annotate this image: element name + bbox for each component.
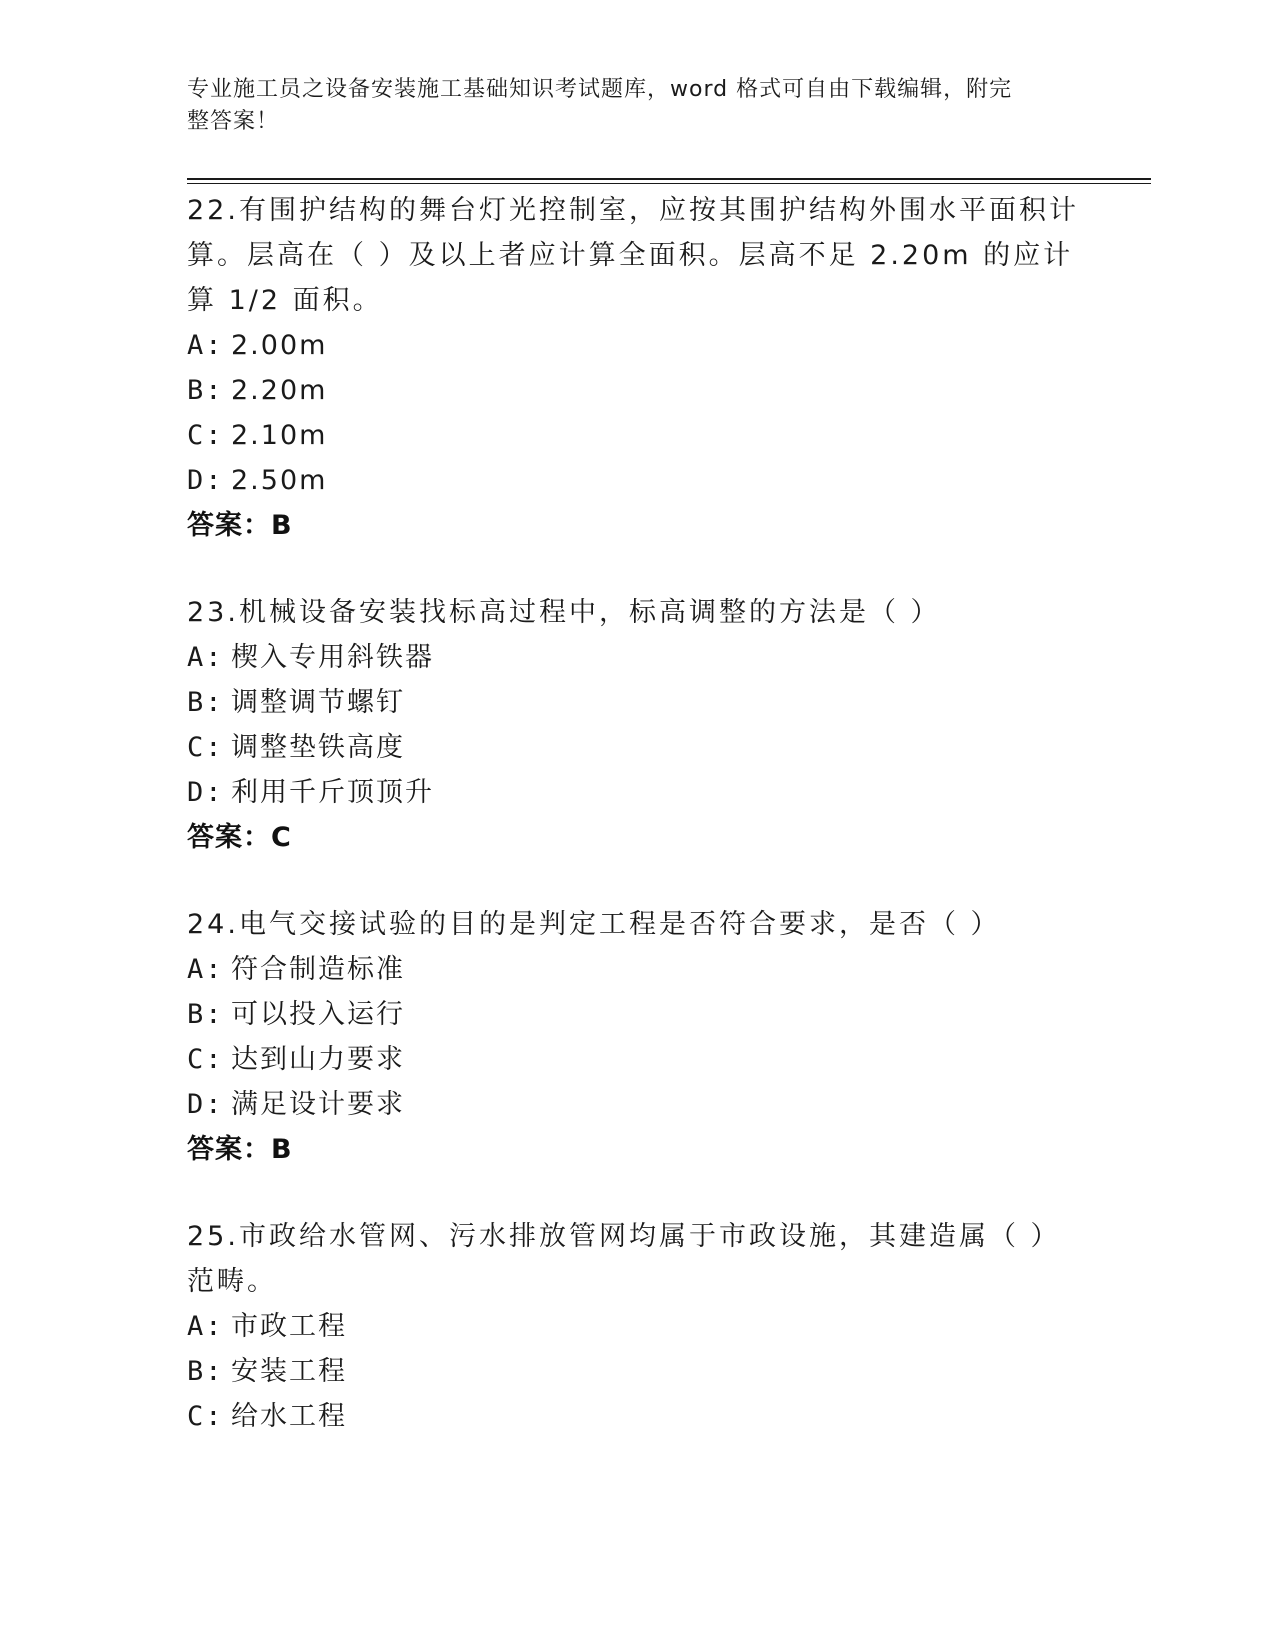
answer-line: 答案：C — [187, 822, 292, 853]
option-text: 给水工程 — [231, 1401, 347, 1432]
option-c — [187, 1394, 1087, 1439]
option-text: 达到山力要求 — [231, 1044, 405, 1075]
question-stem: 25.市政给水管网、污水排放管网均属于市政设施，其建造属（ ）范畴。 — [187, 1221, 1061, 1297]
option-text: 安装工程 — [231, 1356, 347, 1387]
option-key: C: — [187, 1044, 224, 1075]
option-a — [187, 947, 1087, 992]
option-key: D: — [187, 1089, 224, 1120]
option-d — [187, 1082, 1087, 1127]
option-a — [187, 635, 1087, 680]
option-a — [187, 1304, 1087, 1349]
option-key: A: — [187, 1311, 224, 1342]
answer-line: 答案：B — [187, 1134, 293, 1165]
option-text: 市政工程 — [231, 1311, 347, 1342]
option-text: 2.10m — [231, 420, 328, 451]
option-d — [187, 770, 1087, 815]
answer-line: 答案：B — [187, 510, 293, 541]
option-key: A: — [187, 954, 224, 985]
option-key: A: — [187, 330, 224, 361]
option-text: 2.00m — [231, 330, 328, 361]
question-25 — [187, 1214, 1087, 1439]
option-key: D: — [187, 465, 224, 496]
option-key: B: — [187, 687, 224, 718]
question-list — [187, 188, 1087, 1481]
option-text: 满足设计要求 — [231, 1089, 405, 1120]
option-text: 2.50m — [231, 465, 328, 496]
option-text: 2.20m — [231, 375, 328, 406]
option-text: 楔入专用斜铁器 — [231, 642, 434, 673]
option-key: D: — [187, 777, 224, 808]
option-c — [187, 1037, 1087, 1082]
question-stem: 22.有围护结构的舞台灯光控制室，应按其围护结构外围水平面积计算。层高在（ ）及以上者应计算全面积。层高不足 2.20m 的应计算 1/2 面积。 — [187, 195, 1079, 316]
header-divider-thin — [187, 183, 1151, 184]
option-key: B: — [187, 1356, 224, 1387]
option-b — [187, 368, 1087, 413]
option-text: 调整垫铁高度 — [231, 732, 405, 763]
option-c — [187, 725, 1087, 770]
option-b — [187, 680, 1087, 725]
option-text: 符合制造标准 — [231, 954, 405, 985]
question-stem: 24.电气交接试验的目的是判定工程是否符合要求，是否（ ） — [187, 909, 1001, 940]
question-stem: 23.机械设备安装找标高过程中，标高调整的方法是（ ） — [187, 597, 941, 628]
option-key: C: — [187, 420, 224, 451]
option-text: 利用千斤顶顶升 — [231, 777, 434, 808]
document-header — [187, 74, 1067, 138]
header-line-1: 专业施工员之设备安装施工基础知识考试题库，word 格式可自由下载编辑，附完 — [187, 77, 1013, 102]
option-b — [187, 1349, 1087, 1394]
header-line-2: 整答案！ — [187, 109, 280, 134]
question-22 — [187, 188, 1087, 548]
option-key: C: — [187, 1401, 224, 1432]
option-text: 调整调节螺钉 — [231, 687, 405, 718]
question-24 — [187, 902, 1087, 1172]
option-key: A: — [187, 642, 224, 673]
option-c — [187, 413, 1087, 458]
option-key: C: — [187, 732, 224, 763]
option-d — [187, 458, 1087, 503]
option-a — [187, 323, 1087, 368]
question-23 — [187, 590, 1087, 860]
option-text: 可以投入运行 — [231, 999, 405, 1030]
option-key: B: — [187, 999, 224, 1030]
option-key: B: — [187, 375, 224, 406]
header-divider-thick — [187, 178, 1151, 180]
option-b — [187, 992, 1087, 1037]
